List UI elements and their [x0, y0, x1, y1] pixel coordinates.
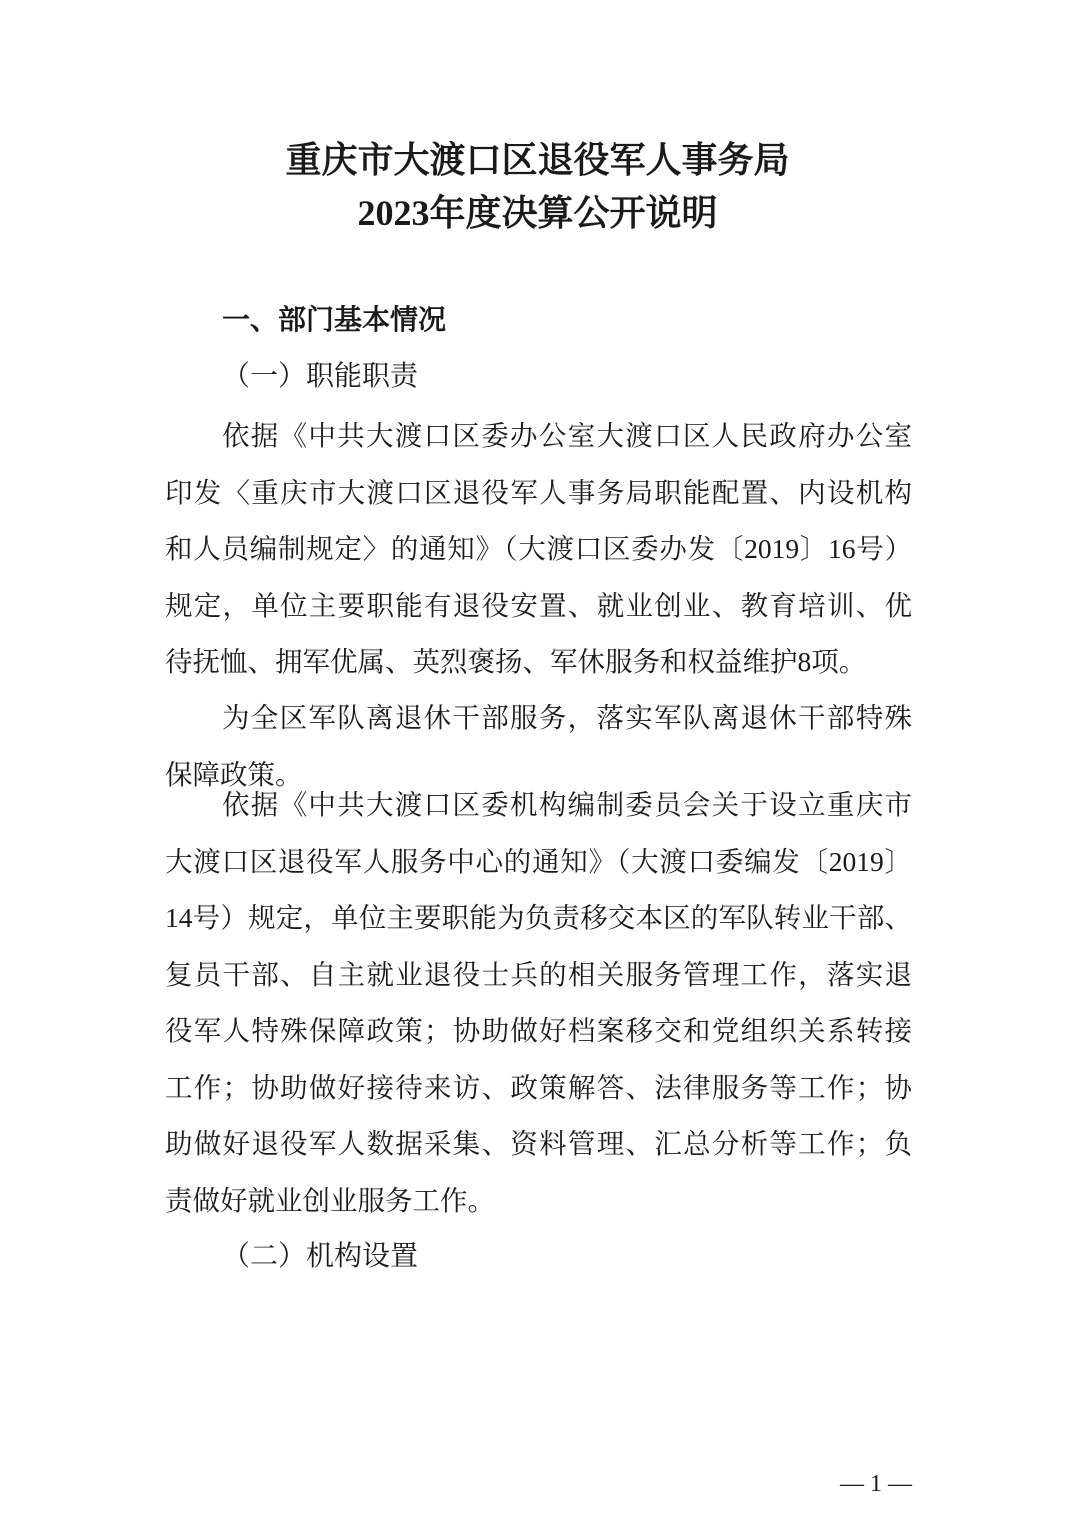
- paragraph-line: 复员干部、自主就业退役士兵的相关服务管理工作，落实退: [165, 958, 912, 990]
- paragraph-line: 规定，单位主要职能有退役安置、就业创业、教育培训、优: [165, 589, 912, 621]
- document-title-line-2: 2023年度决算公开说明: [357, 193, 718, 233]
- subsection-heading-organization: （二）机构设置: [222, 1241, 419, 1272]
- paragraph-line: 责做好就业创业服务工作。: [165, 1184, 495, 1216]
- paragraph-line: 待抚恤、拥军优属、英烈褒扬、军休服务和权益维护8项。: [165, 646, 867, 677]
- paragraph-line: 保障政策。: [165, 758, 303, 790]
- paragraph-line: 印发〈重庆市大渡口区退役军人事务局职能配置、内设机构: [165, 476, 912, 508]
- paragraph-line: 助做好退役军人数据采集、资料管理、汇总分析等工作；负: [165, 1128, 912, 1159]
- paragraph-line: 依据《中共大渡口区委机构编制委员会关于设立重庆市: [222, 789, 912, 820]
- paragraph-functions-1: [165, 408, 912, 691]
- paragraph-functions-3: [165, 777, 912, 1229]
- paragraph-line: 为全区军队离退休干部服务，落实军队离退休干部特殊: [222, 702, 912, 733]
- paragraph-line: 工作；协助做好接待来访、政策解答、法律服务等工作；协: [165, 1071, 912, 1103]
- paragraph-line: 大渡口区退役军人服务中心的通知》（大渡口委编发〔2019〕: [165, 845, 912, 877]
- section-heading-basic-info: 一、部门基本情况: [222, 305, 447, 336]
- subsection-heading-functions: （一）职能职责: [222, 361, 419, 392]
- page-number: — 1 —: [840, 1471, 912, 1497]
- paragraph-line: 依据《中共大渡口区委办公室大渡口区人民政府办公室: [222, 420, 912, 451]
- document-title-line-1: 重庆市大渡口区退役军人事务局: [285, 140, 790, 180]
- paragraph-line: 14号）规定，单位主要职能为负责移交本区的军队转业干部、: [165, 902, 912, 933]
- paragraph-line: 和人员编制规定〉的通知》（大渡口区委办发〔2019〕16号）: [165, 533, 912, 564]
- paragraph-line: 役军人特殊保障政策；协助做好档案移交和党组织关系转接: [165, 1015, 912, 1046]
